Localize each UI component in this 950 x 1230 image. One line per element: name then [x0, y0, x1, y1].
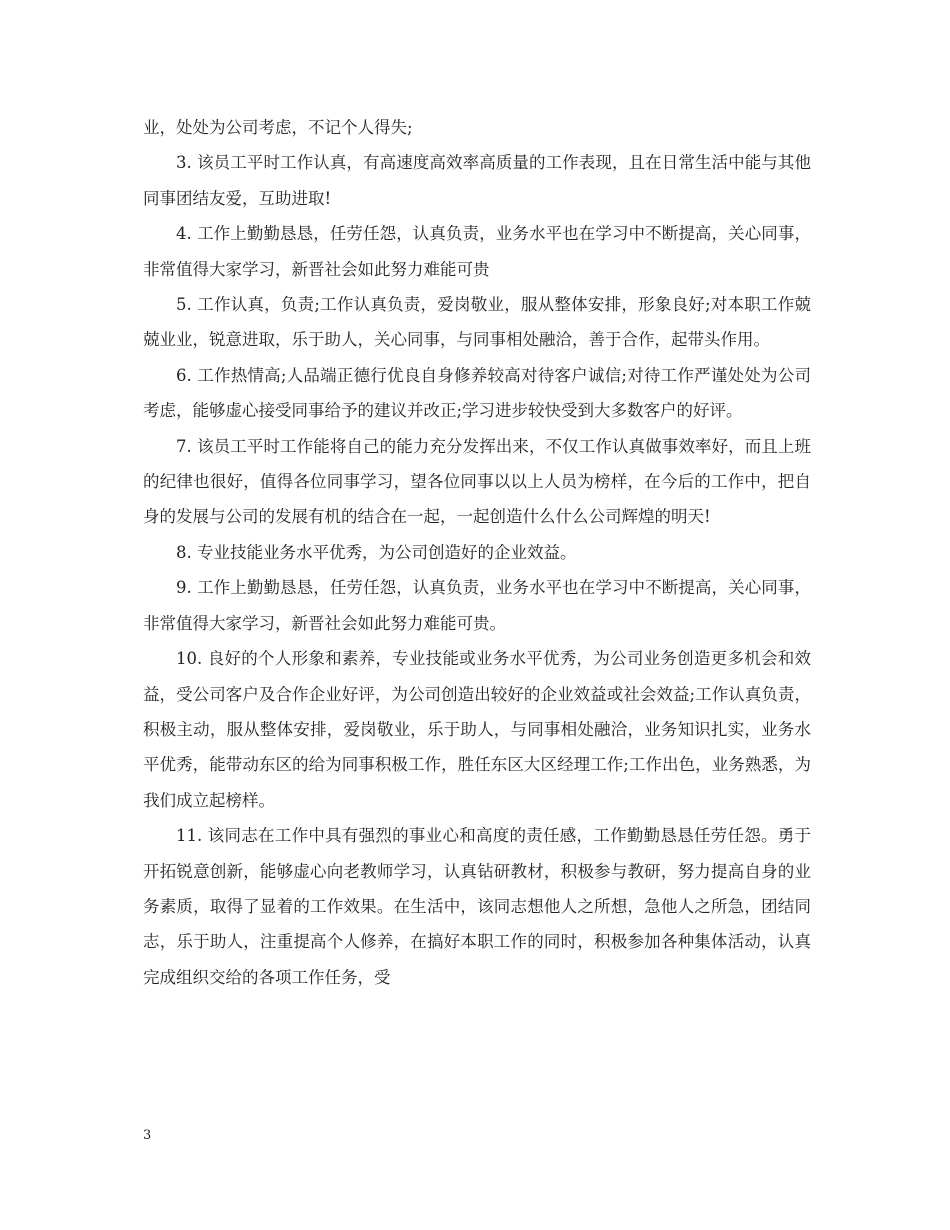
paragraph-item-5: 5. 工作认真，负责;工作认真负责，爱岗敬业，服从整体安排，形象良好;对本职工作兢兢业业，锐意进取，乐于助人，关心同事，与同事相处融洽，善于合作，起带头作用。	[143, 295, 811, 350]
paragraph-continued: 业，处处为公司考虑，不记个人得失;	[143, 118, 413, 137]
page-number: 3	[143, 1128, 152, 1143]
paragraph-item-3: 3. 该员工平时工作认真，有高速度高效率高质量的工作表现，且在日常生活中能与其他同事团结友爱，互助进取!	[143, 153, 811, 208]
paragraph-item-4: 4. 工作上勤勤恳恳，任劳任怨，认真负责，业务水平也在学习中不断提高，关心同事，非常值得大家学习，新晋社会如此努力难能可贵	[143, 224, 811, 279]
paragraph-item-11: 11. 该同志在工作中具有强烈的事业心和高度的责任感，工作勤勤恳恳任劳任怨。勇于开拓锐意创新，能够虚心向老教师学习，认真钻研教材，积极参与教研，努力提高自身的业务素质，取得了显着的工作效果。在生活中，该同志想他人之所想，急他人之所急，团结同志，乐于助人，注重提高个人修养，在搞好本职工作的同时，积极参加各种集体活动，认真完成组织交给的各项工作任务，受	[143, 826, 811, 987]
paragraph-item-8: 8. 专业技能业务水平优秀，为公司创造好的企业效益。	[176, 542, 577, 562]
paragraph-item-9: 9. 工作上勤勤恳恳，任劳任怨，认真负责，业务水平也在学习中不断提高，关心同事，非常值得大家学习，新晋社会如此努力难能可贵。	[143, 578, 811, 633]
paragraph-item-7: 7. 该员工平时工作能将自己的能力充分发挥出来，不仅工作认真做事效率好，而且上班的纪律也很好，值得各位同事学习，望各位同事以以上人员为榜样，在今后的工作中，把自身的发展与公司的发展有机的结合在一起，一起创造什么什么公司辉煌的明天!	[143, 436, 811, 527]
paragraph-item-6: 6. 工作热情高;人品端正德行优良自身修养较高对待客户诚信;对待工作严谨处处为公司考虑，能够虚心接受同事给予的建议并改正;学习进步较快受到大多数客户的好评。	[143, 365, 811, 421]
document-body	[143, 110, 811, 995]
paragraph-item-10: 10. 良好的个人形象和素养，专业技能或业务水平优秀，为公司业务创造更多机会和效益，受公司客户及合作企业好评，为公司创造出较好的企业效益或社会效益;工作认真负责，积极主动，服从整体安排，爱岗敬业，乐于助人，与同事相处融洽，业务知识扎实，业务水平优秀，能带动东区的给为同事积极工作，胜任东区大区经理工作;工作出色，业务熟悉，为我们成立起榜样。	[143, 649, 811, 810]
